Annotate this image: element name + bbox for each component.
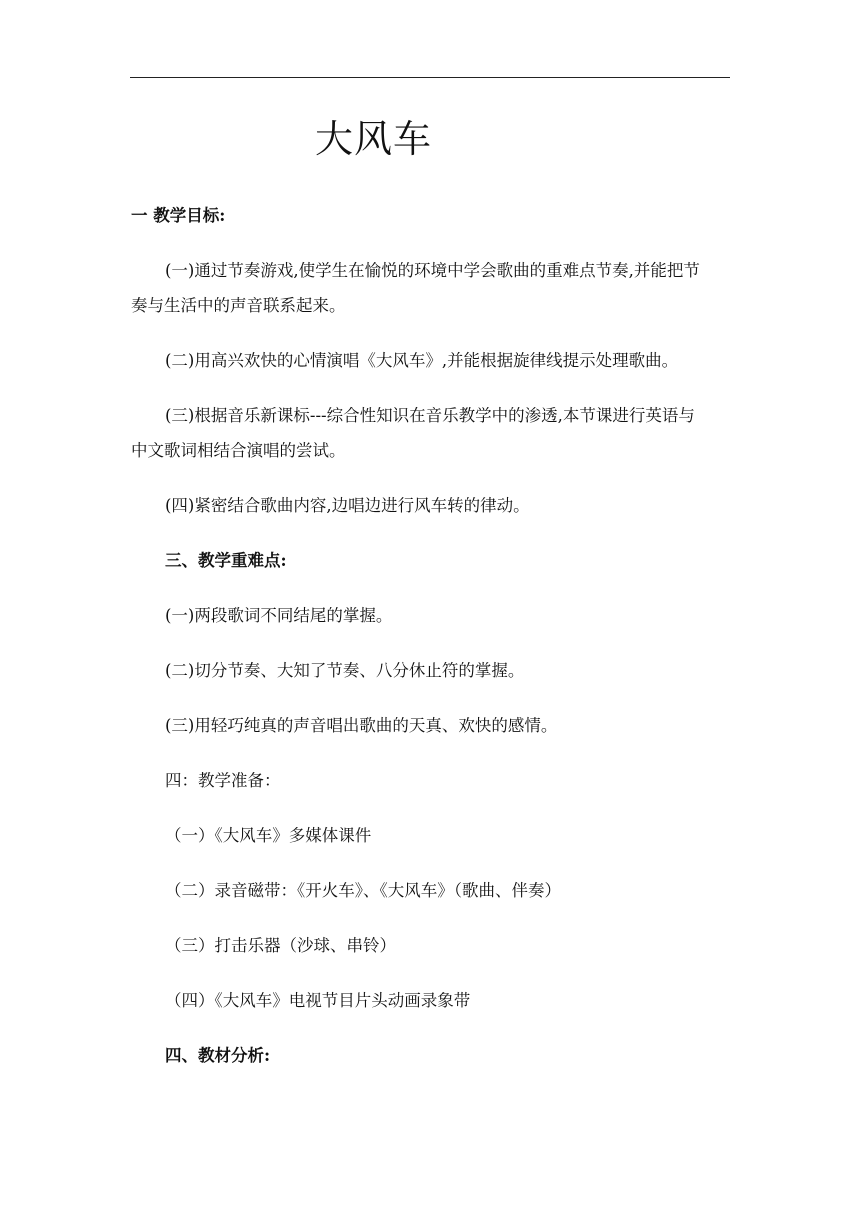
section-heading-objectives: 一 教学目标: bbox=[131, 206, 226, 225]
preparation-2: （二）录音磁带：《开火车》、《大风车》（歌曲、伴奏） bbox=[165, 881, 561, 900]
section-heading-key-points: 三、教学重难点: bbox=[165, 551, 287, 570]
objective-4: (四)紧密结合歌曲内容,边唱边进行风车转的律动。 bbox=[165, 496, 530, 515]
section-heading-material-analysis: 四、教材分析: bbox=[165, 1046, 271, 1065]
objective-3-line-2: 中文歌词相结合演唱的尝试。 bbox=[131, 441, 346, 460]
preparation-4: （四）《大风车》电视节目片头动画录象带 bbox=[165, 991, 471, 1010]
objective-1-line-2: 奏与生活中的声音联系起来。 bbox=[131, 296, 346, 315]
section-heading-preparation: 四：教学准备： bbox=[165, 771, 281, 790]
objective-2: (二)用高兴欢快的心情演唱《大风车》,并能根据旋律线提示处理歌曲。 bbox=[165, 351, 679, 370]
objective-3-line-1: (三)根据音乐新课标---综合性知识在音乐教学中的渗透,本节课进行英语与 bbox=[165, 406, 695, 425]
key-point-1: (一)两段歌词不同结尾的掌握。 bbox=[165, 606, 393, 625]
document-title: 大风车 bbox=[315, 117, 433, 161]
key-point-3: (三)用轻巧纯真的声音唱出歌曲的天真、欢快的感情。 bbox=[165, 716, 558, 735]
key-point-2: (二)切分节奏、大知了节奏、八分休止符的掌握。 bbox=[165, 661, 525, 680]
objective-1-line-1: (一)通过节奏游戏,使学生在愉悦的环境中学会歌曲的重难点节奏,并能把节 bbox=[165, 261, 700, 280]
preparation-3: （三）打击乐器（沙球、串铃） bbox=[165, 936, 396, 955]
preparation-1: （一）《大风车》多媒体课件 bbox=[165, 826, 372, 845]
header-rule bbox=[130, 77, 730, 78]
